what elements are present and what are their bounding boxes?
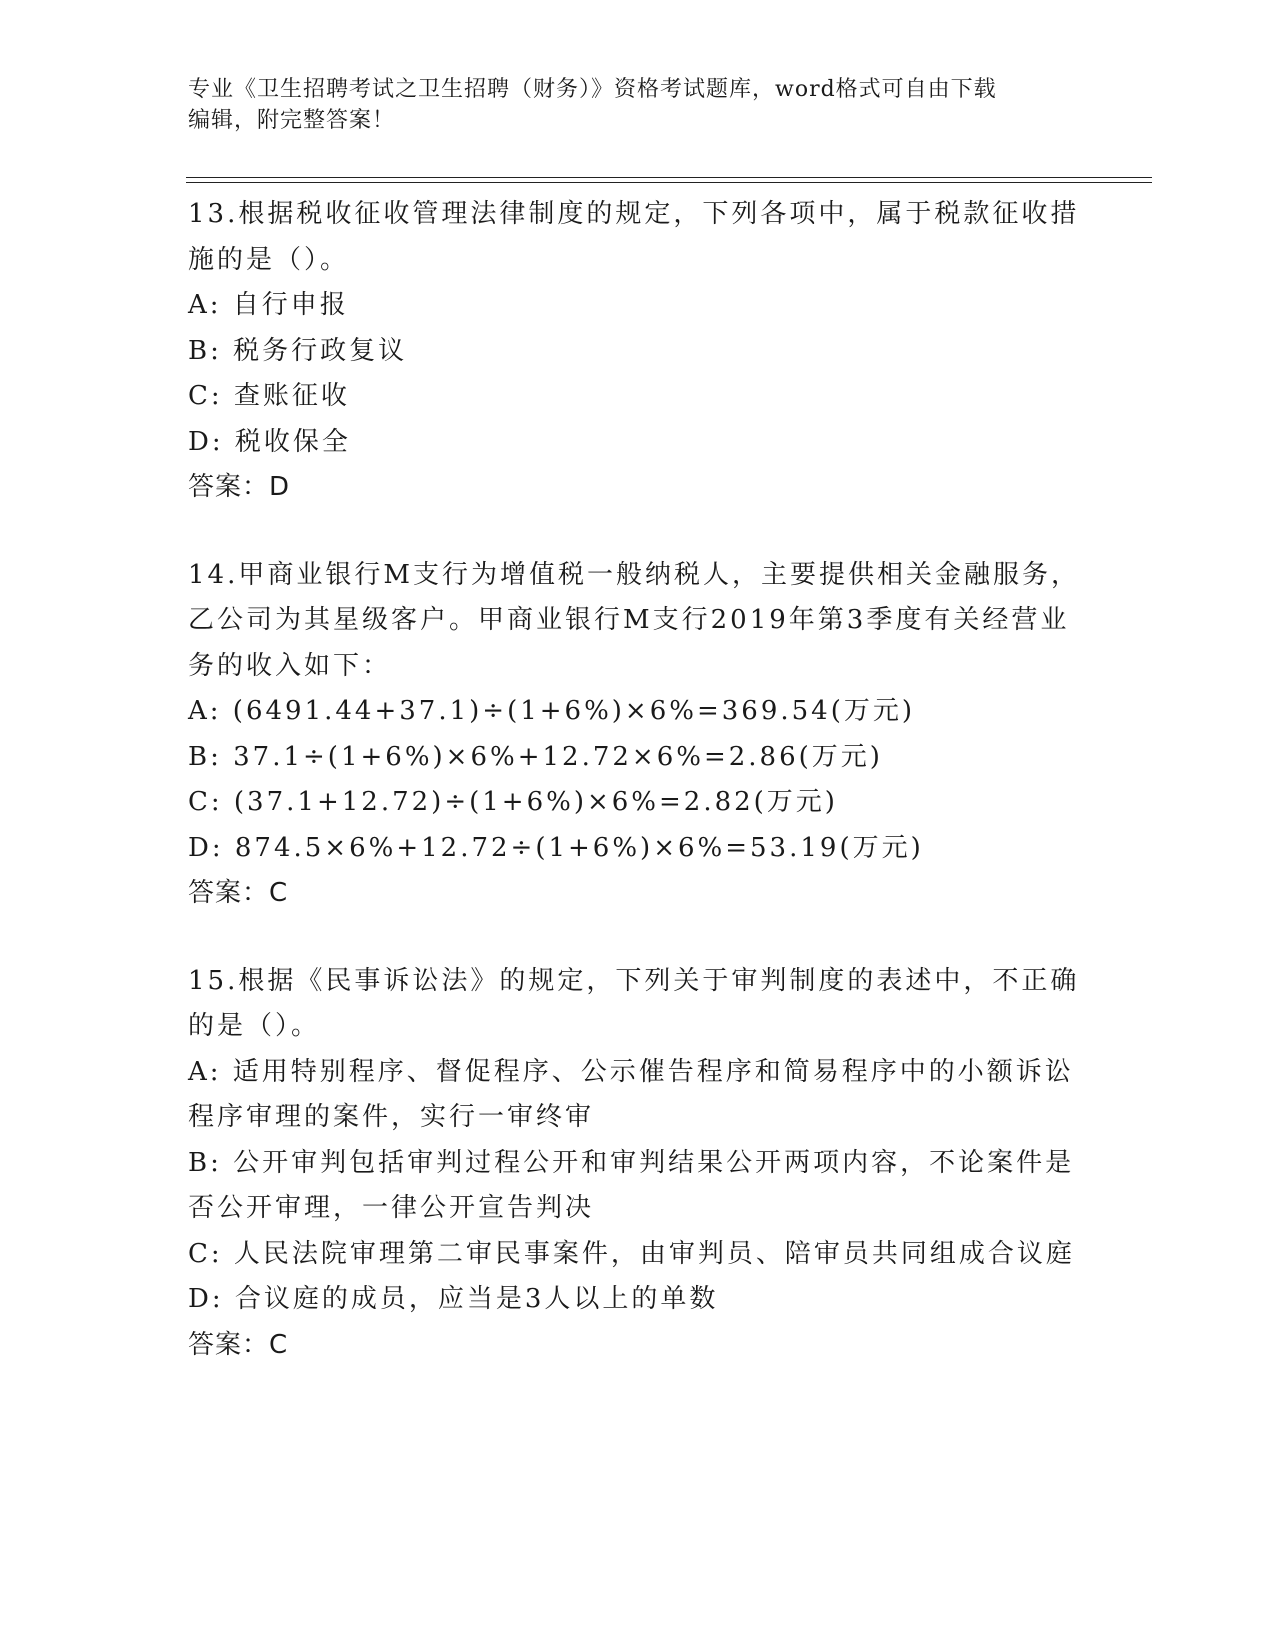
question-stem-line: 15.根据《民事诉讼法》的规定，下列关于审判制度的表述中，不正确 — [188, 965, 1080, 996]
option-b-continued: 否公开审理，一律公开宣告判决 — [188, 1193, 595, 1223]
question-13 — [188, 192, 1088, 511]
question-stem-line: 的是（）。 — [188, 1011, 321, 1041]
header-line-1: 专业《卫生招聘考试之卫生招聘（财务）》资格考试题库，word格式可自由下载 — [188, 77, 997, 102]
answer-line: 答案：D — [188, 472, 291, 502]
option-a: A: (6491.44+37.1)÷(1+6%)×6%=369.54(万元) — [188, 696, 916, 726]
option-b: B: 税务行政复议 — [188, 335, 408, 366]
document-header — [188, 74, 1068, 136]
question-14 — [188, 553, 1088, 917]
header-line-2: 编辑，附完整答案！ — [188, 108, 396, 133]
question-15 — [188, 959, 1088, 1369]
option-a: A: 适用特别程序、督促程序、公示催告程序和简易程序中的小额诉讼 — [188, 1056, 1074, 1087]
answer-line: 答案：C — [188, 1329, 289, 1360]
option-c: C: 人民法院审理第二审民事案件，由审判员、陪审员共同组成合议庭 — [188, 1238, 1075, 1269]
answer-line: 答案：C — [188, 878, 289, 908]
option-d: D: 874.5×6%+12.72÷(1+6%)×6%=53.19(万元) — [188, 832, 924, 863]
option-b: B: 37.1÷(1+6%)×6%+12.72×6%=2.86(万元) — [188, 741, 883, 772]
option-d: D: 合议庭的成员，应当是3人以上的单数 — [188, 1284, 719, 1314]
question-stem-line: 14.甲商业银行M支行为增值税一般纳税人，主要提供相关金融服务， — [188, 559, 1080, 590]
question-list — [188, 192, 1088, 1410]
option-c: C: 查账征收 — [188, 381, 350, 411]
question-stem-line: 施的是（）。 — [188, 244, 350, 275]
option-d: D: 税收保全 — [188, 426, 351, 457]
question-stem-line: 乙公司为其星级客户。甲商业银行M支行2019年第3季度有关经营业 — [188, 605, 1070, 635]
question-stem-line: 13.根据税收征收管理法律制度的规定，下列各项中，属于税款征收措 — [188, 199, 1080, 229]
option-a: A: 自行申报 — [188, 290, 349, 320]
option-a-continued: 程序审理的案件，实行一审终审 — [188, 1102, 595, 1132]
option-c: C: (37.1+12.72)÷(1+6%)×6%=2.82(万元) — [188, 787, 838, 817]
option-b: B: 公开审判包括审判过程公开和审判结果公开两项内容，不论案件是 — [188, 1147, 1075, 1178]
question-stem-line: 务的收入如下： — [188, 650, 392, 681]
header-divider-bottom — [186, 182, 1152, 183]
header-divider-top — [186, 177, 1152, 178]
